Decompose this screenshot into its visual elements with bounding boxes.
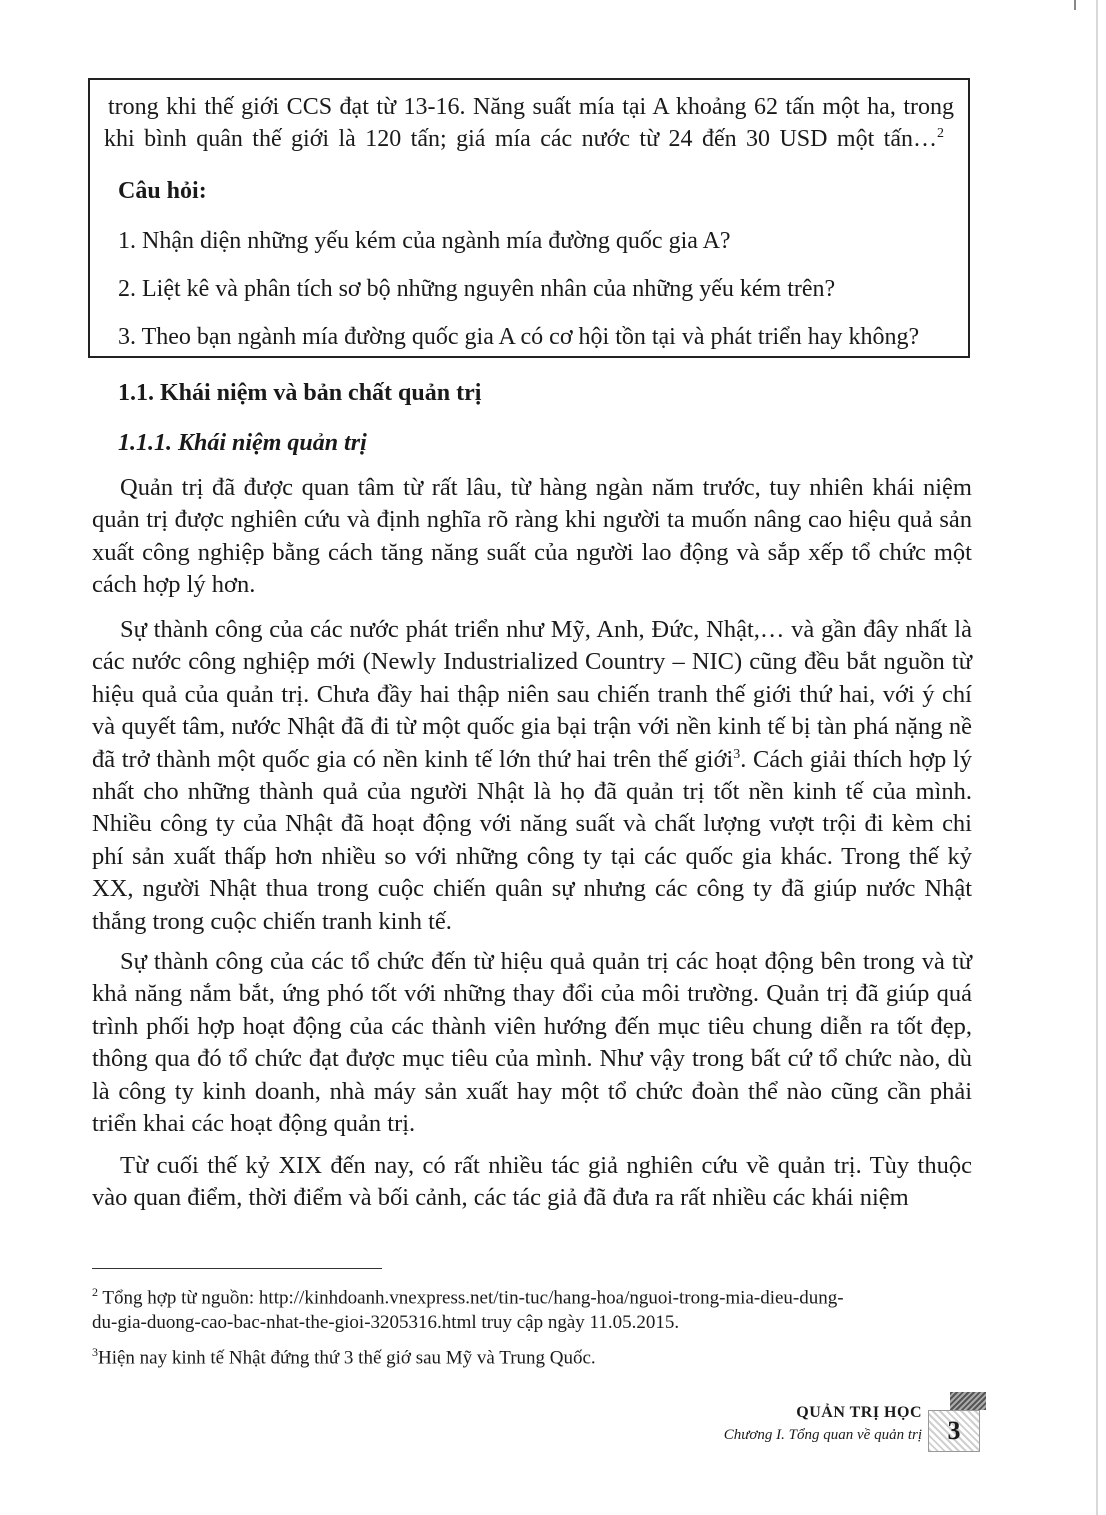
footnote-2-mark: 2 — [92, 1285, 98, 1299]
footnote-ref-2: 2 — [937, 126, 944, 141]
question-1: 1. Nhận diện những yếu kém của ngành mía đường quốc gia A? — [118, 228, 731, 254]
footnote-rule — [92, 1268, 382, 1269]
footnote-3 — [92, 1340, 982, 1370]
subsection-heading: 1.1.1. Khái niệm quản trị — [118, 430, 367, 456]
running-footer-chapter: Chương I. Tổng quan về quản trị — [723, 1427, 922, 1443]
scan-edge-shadow — [1096, 0, 1098, 1515]
case-box-line-2-text: khi bình quân thế giới là 120 tấn; giá mía các nước từ 24 đến 30 USD một tấn… — [104, 126, 937, 152]
case-study-box — [88, 78, 970, 358]
questions-label: Câu hỏi: — [118, 178, 207, 204]
page-number: 3 — [928, 1410, 980, 1452]
running-footer-title: QUẢN TRỊ HỌC — [796, 1404, 922, 1421]
paragraph-3: Sự thành công của các tổ chức đến từ hiệu quả quản trị các hoạt động bên trong và từ khả năng nắm bắt, ứng phó tốt với những thay đổi của môi trường. Quản trị đã giúp quá trình phối hợp hoạt động của các thành viên hướng đến mục tiêu chung diễn ra tốt đẹp, thông qua đó tổ chức đạt được mục tiêu của mình. Như vậy trong bất cứ tổ chức nào, dù là công ty kinh doanh, nhà máy sản xuất hay một tổ chức đoàn thể nào cũng cần phải triển khai các hoạt động quản trị. — [92, 948, 972, 1138]
paragraph-1: Quản trị đã được quan tâm từ rất lâu, từ hàng ngàn năm trước, tuy nhiên khái niệm quản trị được nghiên cứu và định nghĩa rõ ràng khi người ta muốn nâng cao hiệu quả sản xuất công nghiệp bằng cách tăng năng suất của người lao động và sắp xếp tổ chức một cách hợp lý hơn. — [92, 474, 972, 599]
question-3: 3. Theo bạn ngành mía đường quốc gia A có cơ hội tồn tại và phát triển hay không? — [118, 324, 920, 350]
scan-edge-mark — [1074, 0, 1076, 10]
page-corner-decoration — [950, 1392, 986, 1410]
paragraph-2-text-b: . Cách giải thích hợp lý nhất cho những thành quả của người Nhật là họ đã quản trị tốt nền kinh tế của mình. Nhiều công ty của Nhật đã hoạt động với năng suất và chất lượng vượt trội đi kèm chi phí sản xuất thấp hơn nhiều so với những công ty tại các quốc gia khác. Trong thế kỷ XX, người Nhật thua trong cuộc chiến quân sự nhưng các công ty đã giúp nước Nhật thắng trong cuộc chiến tranh kinh tế. — [92, 745, 972, 935]
paragraph-2-text-a: Sự thành công của các nước phát triển như Mỹ, Anh, Đức, Nhật,… và gần đây nhất là các nước công nghiệp mới (Newly Industrialized Country – NIC) cũng đều bắt nguồn từ hiệu quả của quản trị. Chưa đầy hai thập niên sau chiến tranh thế giới thứ hai, với ý chí và quyết tâm, nước Nhật đã đi từ một quốc gia bại trận với nền kinh tế bị tàn phá nặng nề đã trở thành một quốc gia có nền kinh tế lớn thứ hai trên thế giới — [92, 616, 972, 773]
footnote-3-mark: 3 — [92, 1345, 98, 1359]
footnote-2 — [92, 1280, 982, 1335]
footnote-3-text: Hiện nay kinh tế Nhật đứng thứ 3 thế giớ sau Mỹ và Trung Quốc. — [98, 1347, 596, 1369]
footnote-2-line-2: du-gia-duong-cao-bac-nhat-the-gioi-3205316.html truy cập ngày 11.05.2015. — [92, 1312, 680, 1334]
footnote-ref-3: 3 — [733, 746, 741, 762]
footnote-2-line-1: Tổng hợp từ nguồn: http://kinhdoanh.vnexpress.net/tin-tuc/hang-hoa/nguoi-trong-mia-dieu-dung- — [102, 1287, 844, 1309]
case-box-line-2 — [104, 124, 944, 154]
case-box-line-1: trong khi thế giới CCS đạt từ 13-16. Năng suất mía tại A khoảng 62 tấn một ha, trong — [108, 94, 954, 120]
question-2: 2. Liệt kê và phân tích sơ bộ những nguyên nhân của những yếu kém trên? — [118, 276, 836, 302]
paragraph-2 — [92, 614, 972, 938]
paragraph-4: Từ cuối thế kỷ XIX đến nay, có rất nhiều tác giả nghiên cứu về quản trị. Tùy thuộc vào quan điểm, thời điểm và bối cảnh, các tác giả đã đưa ra rất nhiều các khái niệm — [92, 1152, 972, 1212]
section-heading: 1.1. Khái niệm và bản chất quản trị — [118, 380, 482, 406]
